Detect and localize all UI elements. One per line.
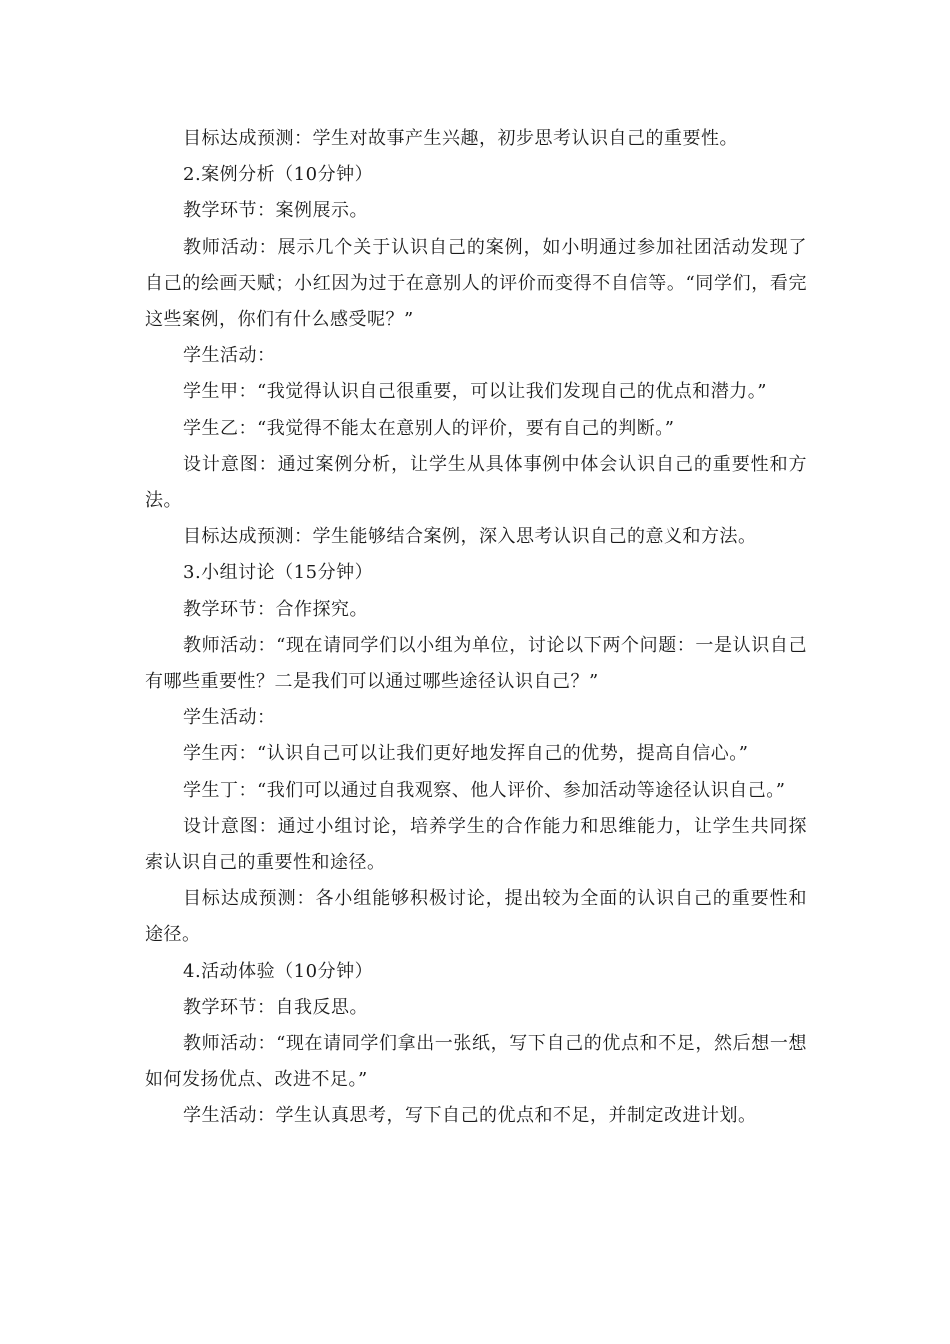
paragraph-teacher-activity-3: 教师活动：“现在请同学们拿出一张纸，写下自己的优点和不足，然后想一想如何发扬优点、改进不足。” <box>145 1033 807 1091</box>
paragraph-student-activity-label-2: 学生活动： <box>183 707 276 729</box>
paragraph-student-c: 学生丙：“认识自己可以让我们更好地发挥自己的优势，提高自信心。” <box>183 743 749 765</box>
paragraph-goal-prediction-1: 目标达成预测：学生对故事产生兴趣，初步思考认识自己的重要性。 <box>183 128 738 149</box>
paragraph-goal-prediction-3: 目标达成预测：各小组能够积极讨论，提出较为全面的认识自己的重要性和途径。 <box>145 888 807 946</box>
document-body <box>145 121 807 1135</box>
paragraph-teaching-step-1: 教学环节：案例展示。 <box>183 200 368 222</box>
paragraph-student-d: 学生丁：“我们可以通过自我观察、他人评价、参加活动等途径认识自己。” <box>183 779 786 801</box>
paragraph-teacher-activity-1: 教师活动：展示几个关于认识自己的案例，如小明通过参加社团活动发现了自己的绘画天赋；小红因为过于在意别人的评价而变得不自信等。“同学们，看完这些案例，你们有什么感受呢？” <box>145 236 807 331</box>
paragraph-student-a: 学生甲：“我觉得认识自己很重要，可以让我们发现自己的优点和潜力。” <box>183 381 767 403</box>
paragraph-student-activity-3: 学生活动：学生认真思考，写下自己的优点和不足，并制定改进计划。 <box>183 1105 757 1127</box>
section-heading-group-discussion: 3.小组讨论（15分钟） <box>183 562 374 584</box>
paragraph-student-activity-label-1: 学生活动： <box>183 345 276 367</box>
paragraph-design-intent-1: 设计意图：通过案例分析，让学生从具体事例中体会认识自己的重要性和方法。 <box>145 453 807 512</box>
paragraph-goal-prediction-2: 目标达成预测：学生能够结合案例，深入思考认识自己的意义和方法。 <box>183 526 757 548</box>
paragraph-student-b: 学生乙：“我觉得不能太在意别人的评价，要有自己的判断。” <box>183 417 675 439</box>
paragraph-teacher-activity-2: 教师活动：“现在请同学们以小组为单位，讨论以下两个问题：一是认识自己有哪些重要性？二是我们可以通过哪些途径认识自己？” <box>145 634 807 693</box>
paragraph-teaching-step-2: 教学环节：合作探究。 <box>183 598 368 620</box>
paragraph-design-intent-2: 设计意图：通过小组讨论，培养学生的合作能力和思维能力，让学生共同探索认识自己的重要性和途径。 <box>145 815 807 874</box>
section-heading-case-analysis: 2.案例分析（10分钟） <box>183 164 374 186</box>
section-heading-activity-experience: 4.活动体验（10分钟） <box>183 960 374 982</box>
paragraph-teaching-step-3: 教学环节：自我反思。 <box>183 996 368 1018</box>
